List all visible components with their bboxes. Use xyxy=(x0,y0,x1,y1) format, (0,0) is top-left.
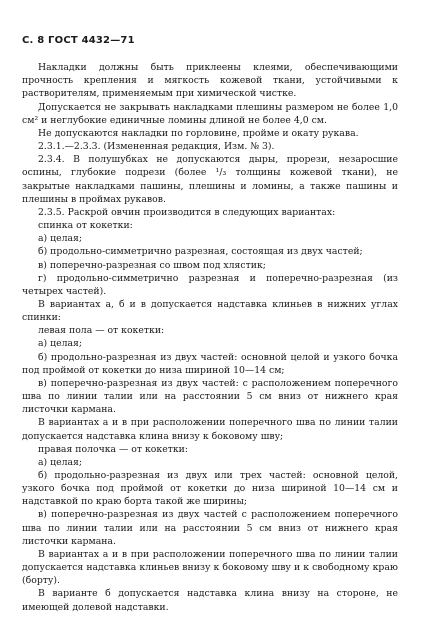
paragraph: правая полочка — от кокетки: xyxy=(38,443,188,455)
paragraph: Не допускаются накладки по горловине, пройме и окату рукава. xyxy=(38,127,359,139)
paragraph: г) продольно-симметрично разрезная и поперечно-разрезная (из четырех частей). xyxy=(22,272,398,297)
paragraph: 2.3.5. Раскрой овчин производится в следующих вариантах: xyxy=(38,206,336,218)
paragraph: Допускается не закрывать накладками плешины размером не более 1,0 см² и неглубокие единичные ломины длиной не более 4,0 см. xyxy=(22,101,398,126)
paragraph: 2.3.1.—2.3.3. (Измененная редакция, Изм. № 3). xyxy=(38,141,275,153)
paragraph: левая пола — от кокетки: xyxy=(38,325,165,337)
paragraph: а) целая; xyxy=(38,338,83,350)
paragraph: 2.3.4. В полушубках не допускаются дыры, прорези, незаросшие оспины, глубокие подрези (более ¹/₃ толщины кожевой ткани), не закрытые накладками пашины, плешины и ломины, а также пашины и плешины в проймах рукавов. xyxy=(22,154,398,205)
paragraph: В варианте б допускается надставка клина внизу на стороне, не имеющей долевой надставки. xyxy=(22,588,398,613)
paragraph: а) целая; xyxy=(38,233,83,245)
paragraph: В вариантах а и в при расположении поперечного шва по линии талии допускается надставка клиньев внизу к боковому шву и к свободному краю (борту). xyxy=(22,548,398,587)
paragraph: В вариантах а, б и в допускается надставка клиньев в нижних углах спинки: xyxy=(22,298,398,324)
paragraph: в) поперечно-разрезная из двух частей: с расположением поперечного шва по линии талии или на расстоянии 5 см вниз от нижнего края листочки кармана. xyxy=(22,377,398,416)
paragraph: спинка от кокетки: xyxy=(38,220,133,232)
paragraph: б) продольно-разрезная из двух частей: основной целой и узкого бочка под проймой от кокетки до низа шириной 10—14 см; xyxy=(22,351,398,376)
paragraph: б) продольно-разрезная из двух или трех частей: основной целой, узкого бочка под проймой от кокетки до низа шириной 10—14 см и надставкой по краю борта такой же ширины; xyxy=(22,470,398,508)
paragraph: Накладки должны быть приклеены клеями, обеспечивающими прочность крепления и мягкость кожевой ткани, устойчивыми к растворителям, применяемым при химической чистке. xyxy=(22,62,398,100)
paragraph: в) поперечно-разрезная со швом под хлястик; xyxy=(38,259,266,271)
paragraph: в) поперечно-разрезная из двух частей с расположением поперечного шва по линии талии или на расстоянии 5 см вниз от нижнего края листочки кармана. xyxy=(22,509,398,547)
document-body xyxy=(22,61,398,614)
paragraph: а) целая; xyxy=(38,456,83,468)
paragraph: В вариантах а и в при расположении поперечного шва по линии талии допускается надставка клина внизу к боковому шву; xyxy=(22,417,398,442)
page-header: С. 8 ГОСТ 4432—71 xyxy=(22,35,135,46)
paragraph: б) продольно-симметрично разрезная, состоящая из двух частей; xyxy=(38,246,363,258)
